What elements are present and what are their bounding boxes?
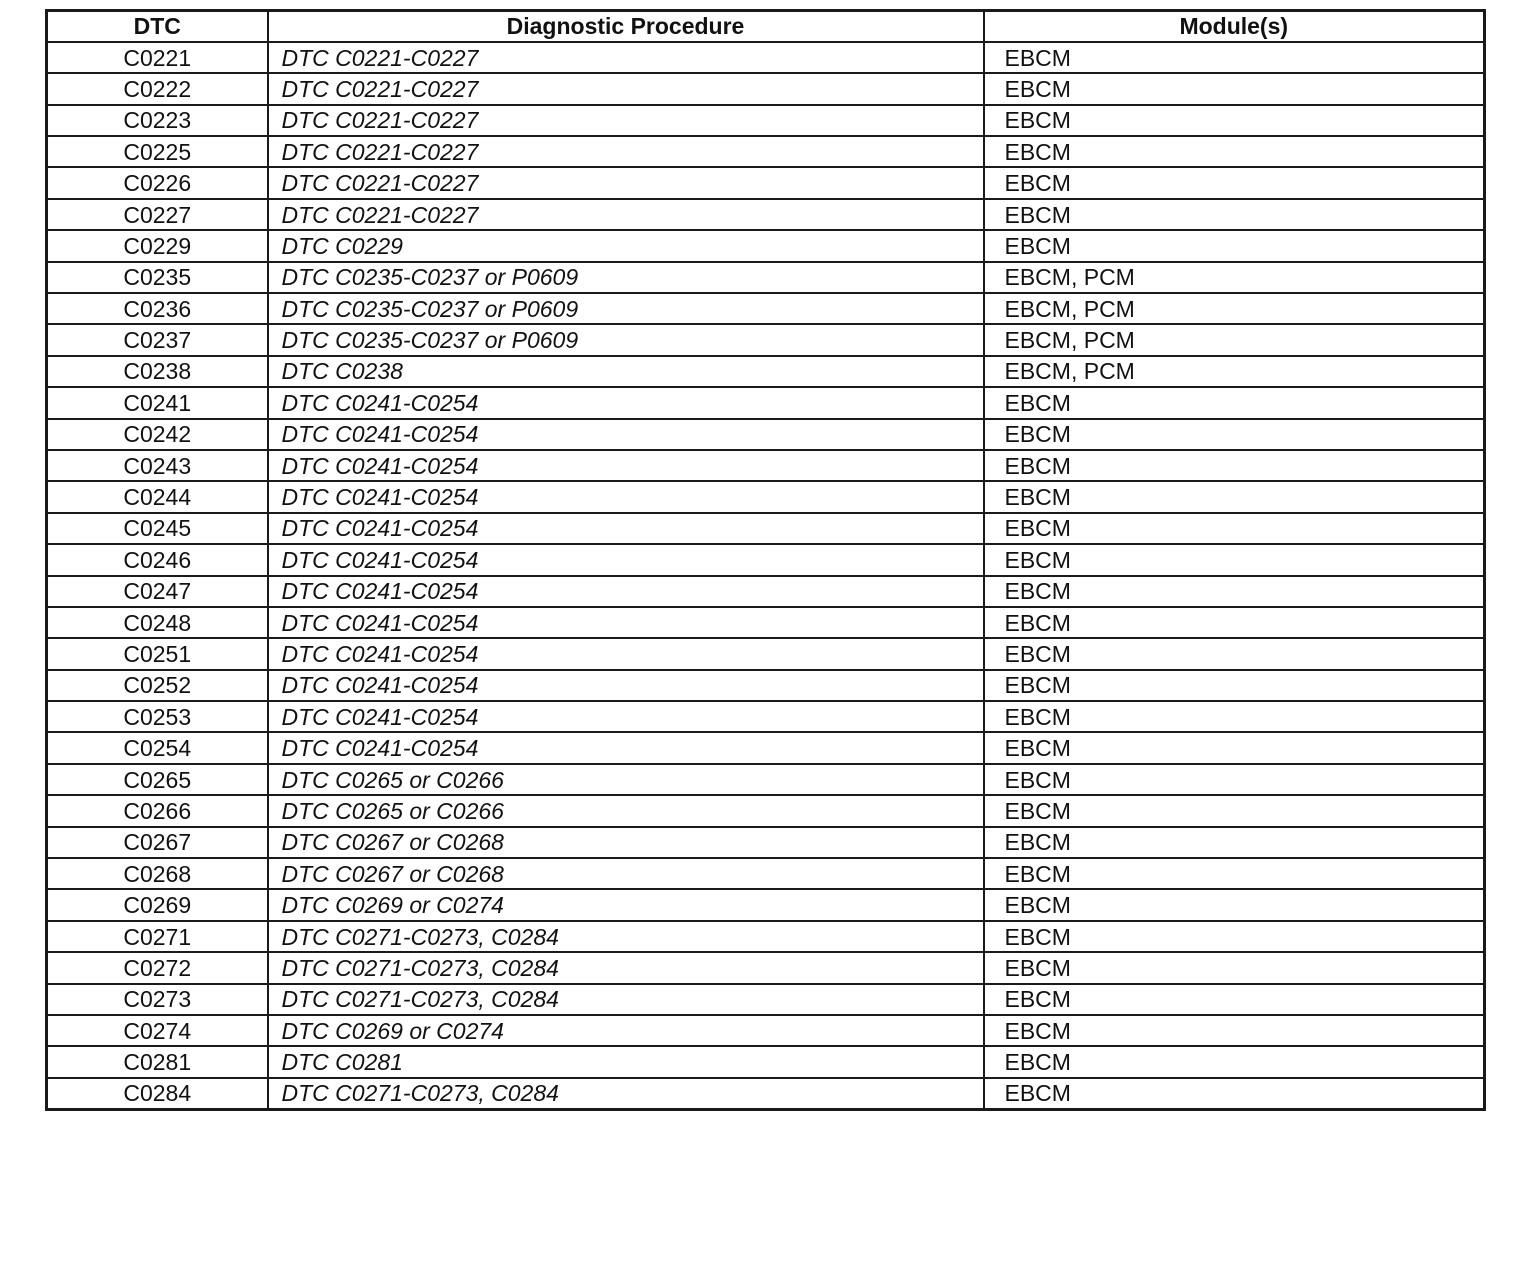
dtc-cell: C0241: [47, 387, 268, 418]
dtc-cell: C0274: [47, 1015, 268, 1046]
dtc-cell: C0221: [47, 42, 268, 73]
table-row: [47, 324, 1485, 355]
dtc-cell: C0242: [47, 419, 268, 450]
diagnostic-procedure-cell: DTC C0241-C0254: [268, 670, 984, 701]
table-row: [47, 607, 1485, 638]
diagnostic-procedure-cell: DTC C0235-C0237 or P0609: [268, 293, 984, 324]
modules-cell: EBCM: [984, 858, 1485, 889]
dtc-cell: C0245: [47, 513, 268, 544]
diagnostic-procedure-cell: DTC C0241-C0254: [268, 450, 984, 481]
table-row: [47, 136, 1485, 167]
modules-cell: EBCM: [984, 481, 1485, 512]
table-row: [47, 795, 1485, 826]
table-row: [47, 1015, 1485, 1046]
modules-cell: EBCM: [984, 73, 1485, 104]
table-row: [47, 1046, 1485, 1077]
modules-cell: EBCM: [984, 419, 1485, 450]
table-row: [47, 513, 1485, 544]
table-row: [47, 670, 1485, 701]
diagnostic-procedure-cell: DTC C0281: [268, 1046, 984, 1077]
dtc-cell: C0227: [47, 199, 268, 230]
header-dtc: DTC: [47, 11, 268, 42]
dtc-table: [45, 9, 1486, 1111]
modules-cell: EBCM, PCM: [984, 324, 1485, 355]
modules-cell: EBCM, PCM: [984, 356, 1485, 387]
dtc-cell: C0236: [47, 293, 268, 324]
dtc-cell: C0252: [47, 670, 268, 701]
modules-cell: EBCM: [984, 42, 1485, 73]
dtc-cell: C0268: [47, 858, 268, 889]
modules-cell: EBCM: [984, 921, 1485, 952]
diagnostic-procedure-cell: DTC C0235-C0237 or P0609: [268, 262, 984, 293]
table-row: [47, 481, 1485, 512]
modules-cell: EBCM, PCM: [984, 262, 1485, 293]
table-row: [47, 356, 1485, 387]
dtc-cell: C0238: [47, 356, 268, 387]
table-row: [47, 199, 1485, 230]
diagnostic-procedure-cell: DTC C0221-C0227: [268, 42, 984, 73]
modules-cell: EBCM: [984, 1015, 1485, 1046]
dtc-cell: C0266: [47, 795, 268, 826]
dtc-cell: C0235: [47, 262, 268, 293]
modules-cell: EBCM: [984, 167, 1485, 198]
table-row: [47, 419, 1485, 450]
dtc-cell: C0247: [47, 576, 268, 607]
dtc-cell: C0284: [47, 1078, 268, 1109]
table-row: [47, 701, 1485, 732]
diagnostic-procedure-cell: DTC C0221-C0227: [268, 136, 984, 167]
table-header: [47, 11, 1485, 42]
modules-cell: EBCM: [984, 670, 1485, 701]
dtc-cell: C0265: [47, 764, 268, 795]
table-row: [47, 1078, 1485, 1109]
modules-cell: EBCM: [984, 1078, 1485, 1109]
diagnostic-procedure-cell: DTC C0241-C0254: [268, 576, 984, 607]
header-diagnostic-procedure: Diagnostic Procedure: [268, 11, 984, 42]
diagnostic-procedure-cell: DTC C0265 or C0266: [268, 795, 984, 826]
dtc-cell: C0237: [47, 324, 268, 355]
diagnostic-procedure-cell: DTC C0269 or C0274: [268, 889, 984, 920]
table-row: [47, 42, 1485, 73]
diagnostic-procedure-cell: DTC C0267 or C0268: [268, 827, 984, 858]
table-row: [47, 167, 1485, 198]
dtc-cell: C0269: [47, 889, 268, 920]
table-row: [47, 952, 1485, 983]
dtc-cell: C0254: [47, 732, 268, 763]
modules-cell: EBCM: [984, 764, 1485, 795]
diagnostic-procedure-cell: DTC C0221-C0227: [268, 199, 984, 230]
dtc-cell: C0272: [47, 952, 268, 983]
diagnostic-procedure-cell: DTC C0229: [268, 230, 984, 261]
diagnostic-procedure-cell: DTC C0221-C0227: [268, 167, 984, 198]
table-row: [47, 827, 1485, 858]
table-row: [47, 638, 1485, 669]
modules-cell: EBCM: [984, 513, 1485, 544]
diagnostic-procedure-cell: DTC C0241-C0254: [268, 701, 984, 732]
table-row: [47, 764, 1485, 795]
modules-cell: EBCM: [984, 1046, 1485, 1077]
modules-cell: EBCM: [984, 795, 1485, 826]
dtc-cell: C0222: [47, 73, 268, 104]
diagnostic-procedure-cell: DTC C0269 or C0274: [268, 1015, 984, 1046]
diagnostic-procedure-cell: DTC C0271-C0273, C0284: [268, 984, 984, 1015]
dtc-cell: C0273: [47, 984, 268, 1015]
table-row: [47, 544, 1485, 575]
modules-cell: EBCM: [984, 450, 1485, 481]
modules-cell: EBCM: [984, 136, 1485, 167]
modules-cell: EBCM: [984, 701, 1485, 732]
dtc-cell: C0253: [47, 701, 268, 732]
diagnostic-procedure-cell: DTC C0238: [268, 356, 984, 387]
modules-cell: EBCM: [984, 387, 1485, 418]
modules-cell: EBCM, PCM: [984, 293, 1485, 324]
table-body: [47, 42, 1485, 1109]
table-row: [47, 450, 1485, 481]
diagnostic-procedure-cell: DTC C0241-C0254: [268, 638, 984, 669]
diagnostic-procedure-cell: DTC C0241-C0254: [268, 387, 984, 418]
dtc-cell: C0248: [47, 607, 268, 638]
diagnostic-procedure-cell: DTC C0265 or C0266: [268, 764, 984, 795]
diagnostic-procedure-cell: DTC C0241-C0254: [268, 732, 984, 763]
table-row: [47, 858, 1485, 889]
dtc-cell: C0243: [47, 450, 268, 481]
diagnostic-procedure-cell: DTC C0271-C0273, C0284: [268, 1078, 984, 1109]
dtc-cell: C0246: [47, 544, 268, 575]
table-row: [47, 921, 1485, 952]
dtc-cell: C0244: [47, 481, 268, 512]
modules-cell: EBCM: [984, 638, 1485, 669]
table-row: [47, 293, 1485, 324]
diagnostic-procedure-cell: DTC C0267 or C0268: [268, 858, 984, 889]
header-row: [47, 11, 1485, 42]
table-row: [47, 889, 1485, 920]
table-row: [47, 732, 1485, 763]
modules-cell: EBCM: [984, 199, 1485, 230]
dtc-cell: C0229: [47, 230, 268, 261]
modules-cell: EBCM: [984, 230, 1485, 261]
diagnostic-procedure-cell: DTC C0221-C0227: [268, 73, 984, 104]
modules-cell: EBCM: [984, 544, 1485, 575]
table-row: [47, 984, 1485, 1015]
modules-cell: EBCM: [984, 607, 1485, 638]
modules-cell: EBCM: [984, 984, 1485, 1015]
diagnostic-procedure-cell: DTC C0241-C0254: [268, 544, 984, 575]
table-row: [47, 387, 1485, 418]
modules-cell: EBCM: [984, 952, 1485, 983]
dtc-cell: C0223: [47, 105, 268, 136]
diagnostic-procedure-cell: DTC C0221-C0227: [268, 105, 984, 136]
modules-cell: EBCM: [984, 827, 1485, 858]
dtc-cell: C0226: [47, 167, 268, 198]
diagnostic-procedure-cell: DTC C0241-C0254: [268, 481, 984, 512]
dtc-cell: C0271: [47, 921, 268, 952]
header-modules: Module(s): [984, 11, 1485, 42]
diagnostic-procedure-cell: DTC C0271-C0273, C0284: [268, 952, 984, 983]
table-row: [47, 262, 1485, 293]
table-row: [47, 73, 1485, 104]
dtc-cell: C0267: [47, 827, 268, 858]
dtc-cell: C0225: [47, 136, 268, 167]
table-row: [47, 105, 1485, 136]
modules-cell: EBCM: [984, 889, 1485, 920]
diagnostic-procedure-cell: DTC C0271-C0273, C0284: [268, 921, 984, 952]
table-row: [47, 576, 1485, 607]
table-row: [47, 230, 1485, 261]
dtc-cell: C0281: [47, 1046, 268, 1077]
diagnostic-procedure-cell: DTC C0241-C0254: [268, 419, 984, 450]
diagnostic-procedure-cell: DTC C0241-C0254: [268, 513, 984, 544]
diagnostic-procedure-cell: DTC C0235-C0237 or P0609: [268, 324, 984, 355]
dtc-cell: C0251: [47, 638, 268, 669]
diagnostic-procedure-cell: DTC C0241-C0254: [268, 607, 984, 638]
modules-cell: EBCM: [984, 732, 1485, 763]
modules-cell: EBCM: [984, 105, 1485, 136]
modules-cell: EBCM: [984, 576, 1485, 607]
